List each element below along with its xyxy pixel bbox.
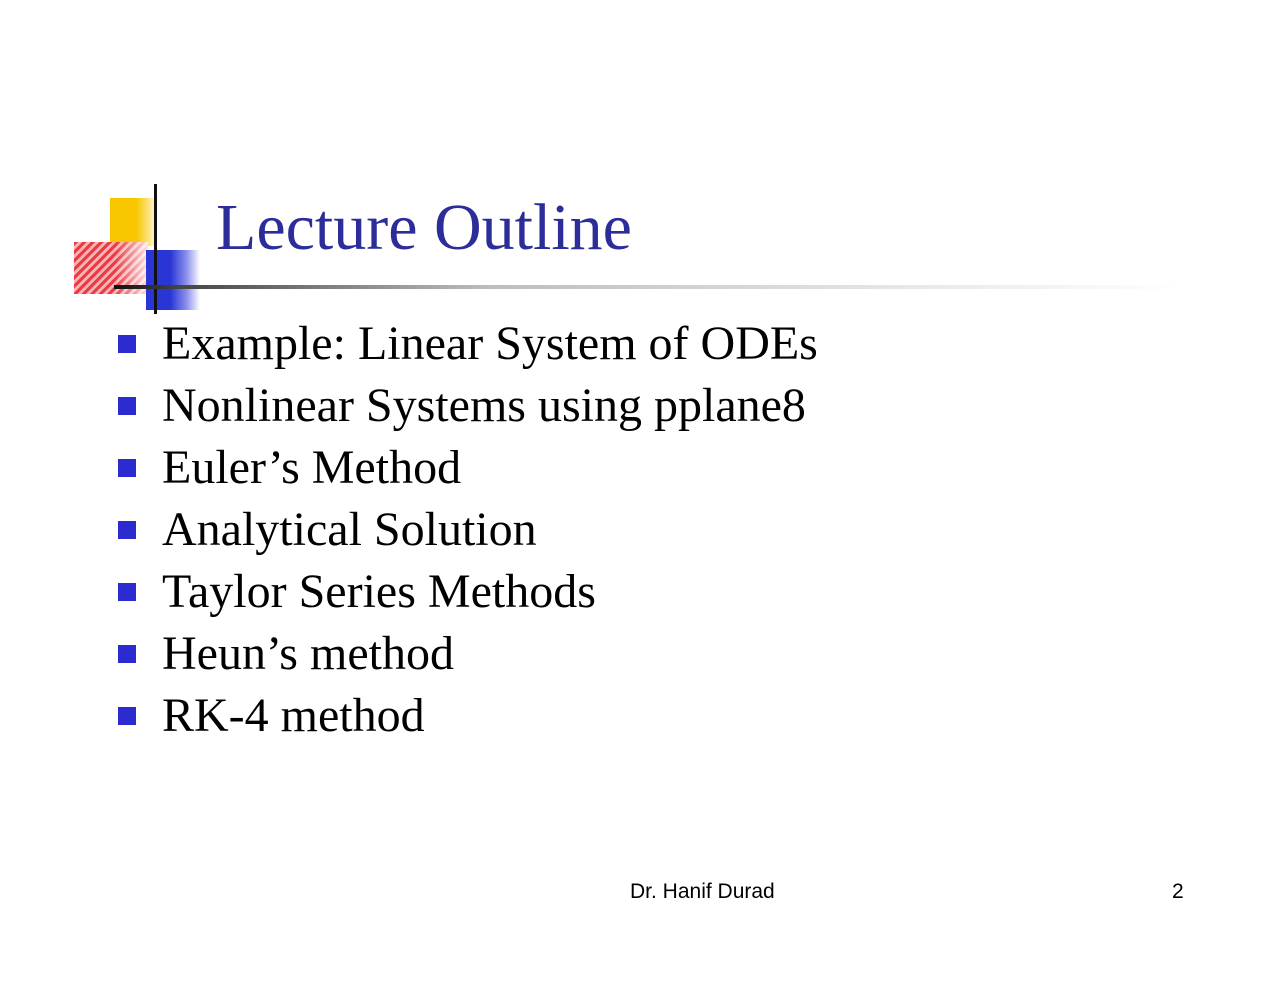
list-item (118, 313, 818, 375)
bullet-text: Nonlinear Systems using pplane8 (162, 379, 806, 432)
blue-square-bullet-icon (118, 645, 136, 663)
blue-square-bullet-icon (118, 335, 136, 353)
list-item (118, 685, 818, 747)
blue-square-bullet-icon (118, 459, 136, 477)
bullet-text: Analytical Solution (162, 503, 537, 556)
list-item (118, 437, 818, 499)
bullet-text: RK-4 method (162, 689, 425, 742)
list-item (118, 623, 818, 685)
bullet-text: Euler’s Method (162, 441, 462, 494)
vertical-divider (154, 184, 157, 314)
slide-logo-decoration (70, 180, 230, 320)
blue-square-bullet-icon (118, 397, 136, 415)
list-item (118, 561, 818, 623)
bullet-list (118, 313, 818, 747)
blue-square-bullet-icon (118, 707, 136, 725)
blue-square-bullet-icon (118, 583, 136, 601)
blue-square-bullet-icon (118, 521, 136, 539)
page-number: 2 (1172, 880, 1184, 903)
list-item (118, 375, 818, 437)
title-underline-divider (114, 285, 1184, 289)
list-item (118, 499, 818, 561)
bullet-text: Example: Linear System of ODEs (162, 317, 818, 370)
bullet-text: Heun’s method (162, 627, 454, 680)
yellow-square-icon (110, 198, 158, 246)
slide-title: Lecture Outline (216, 191, 632, 264)
bullet-text: Taylor Series Methods (162, 565, 596, 618)
footer-author: Dr. Hanif Durad (630, 880, 775, 903)
